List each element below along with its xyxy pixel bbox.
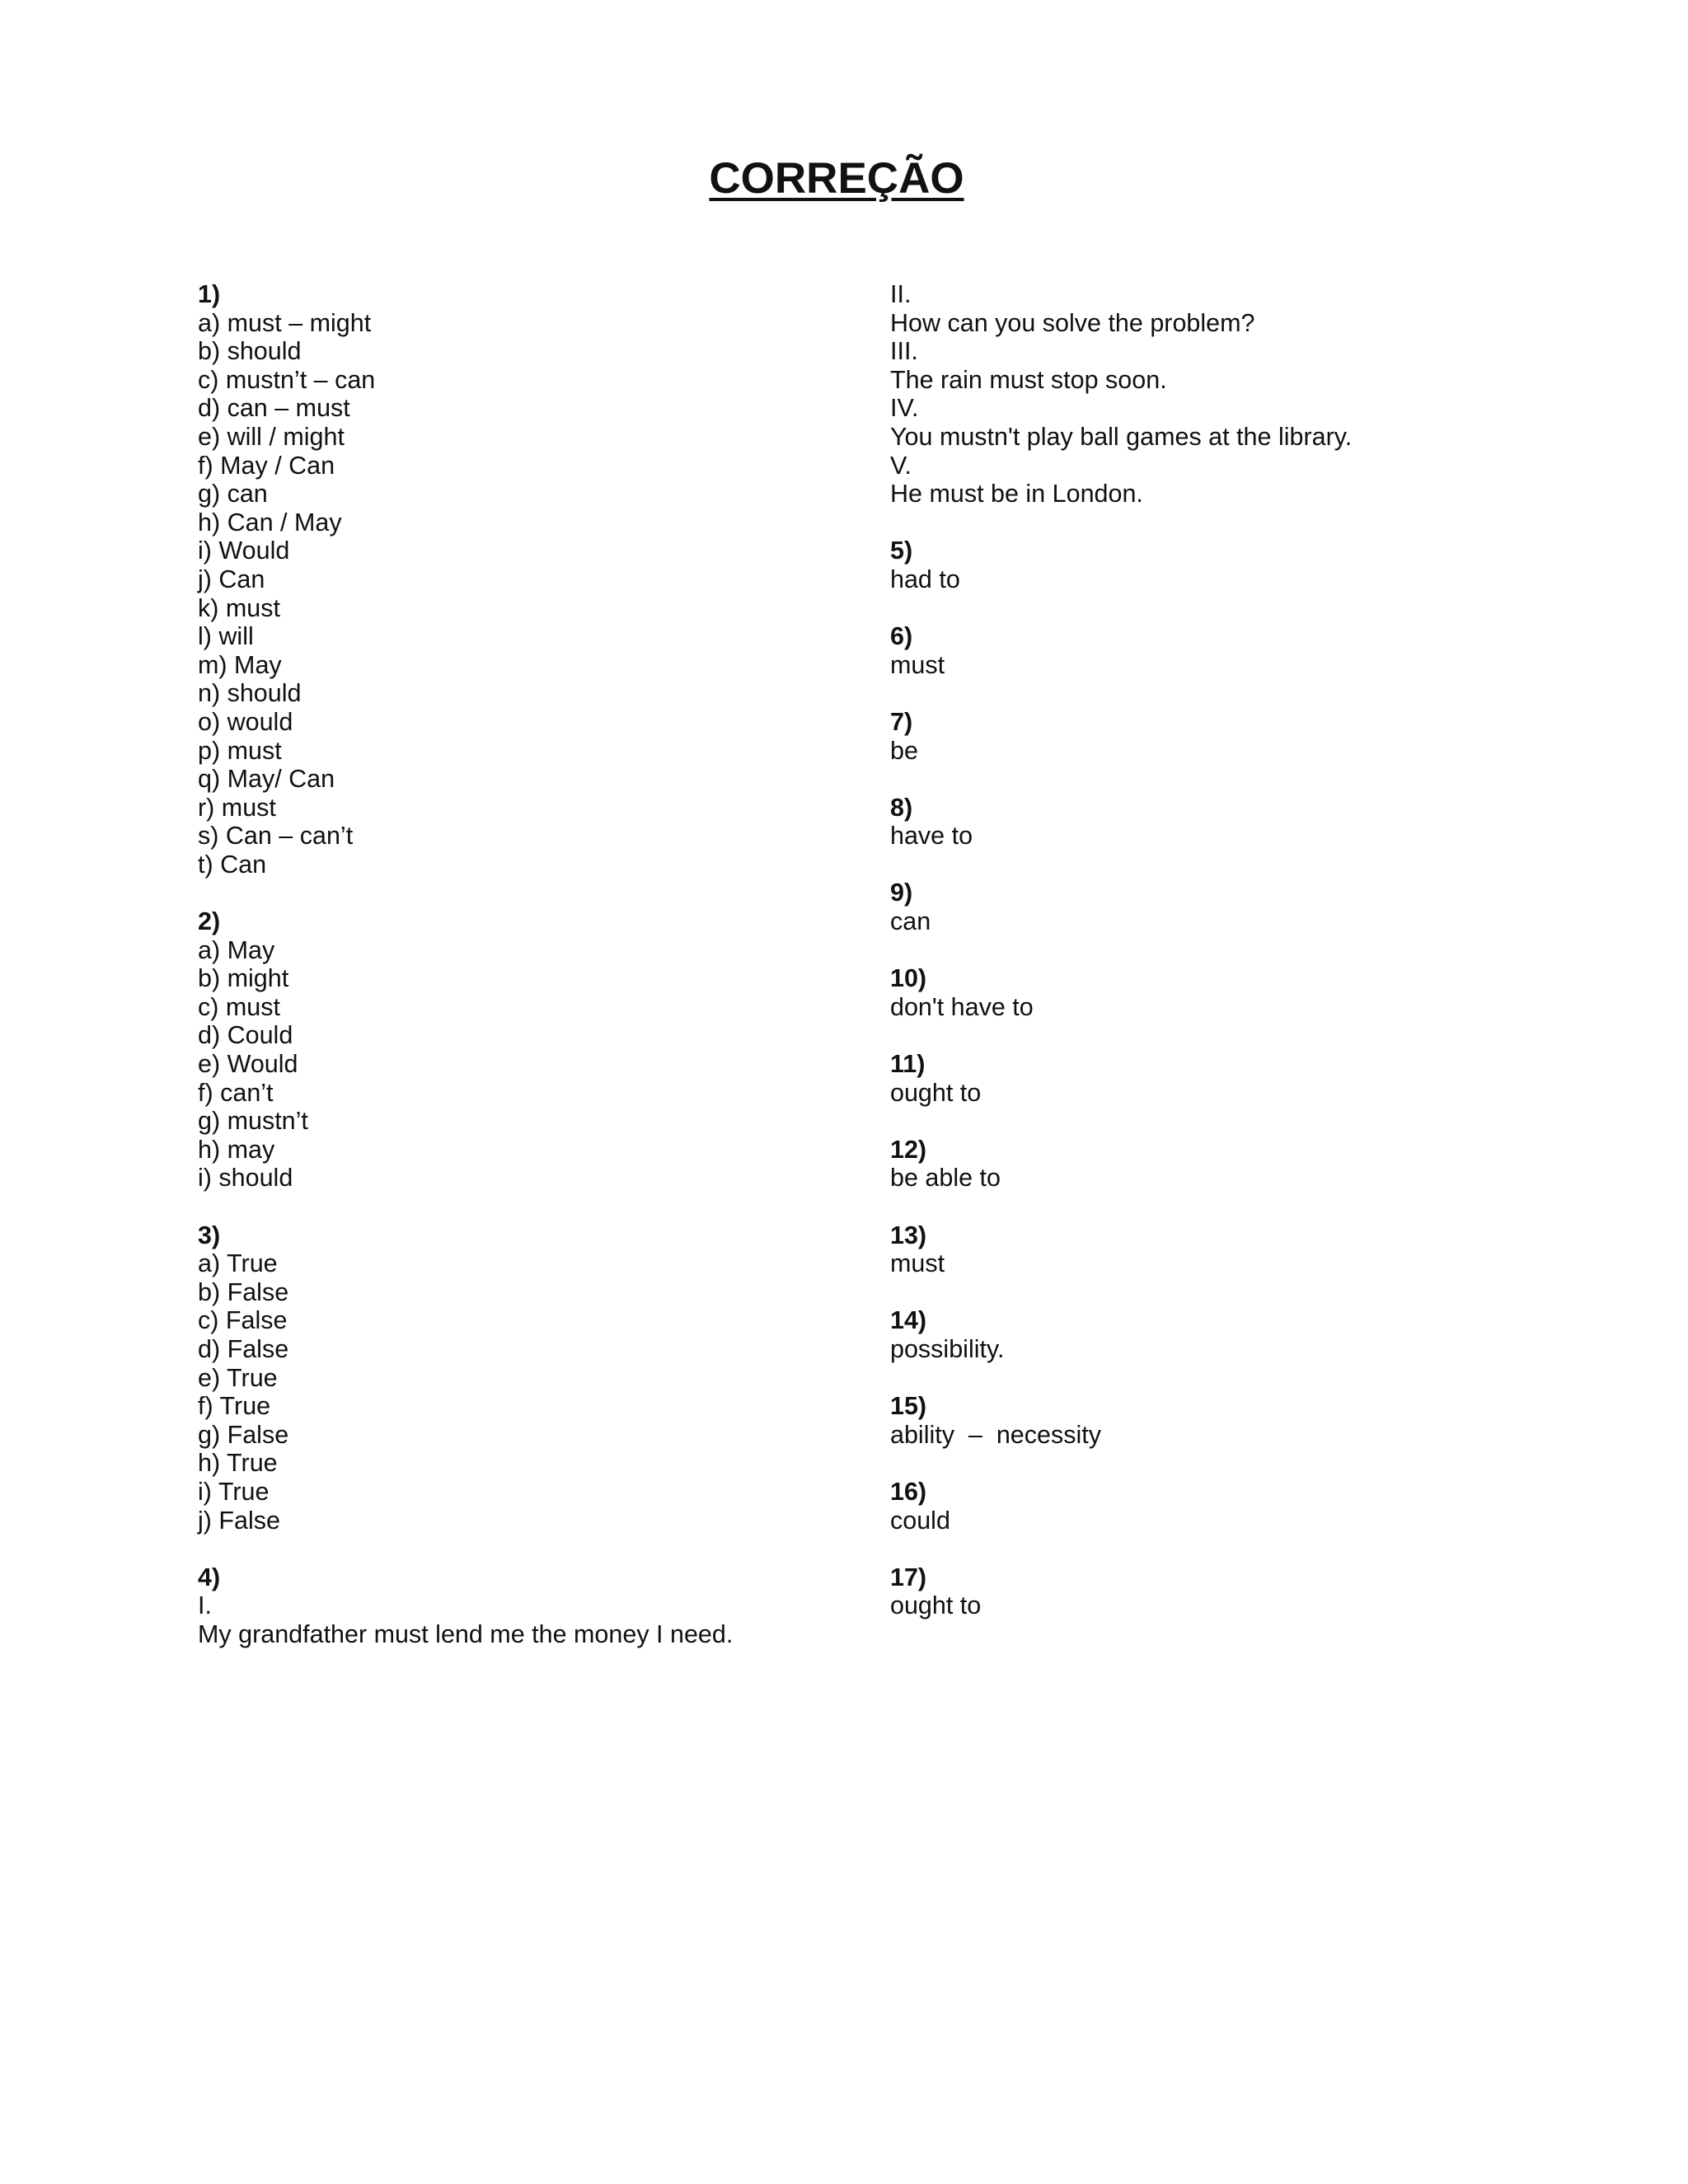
answer-section [890, 1478, 1632, 1535]
answer-line: You mustn't play ball games at the library. [890, 422, 1353, 451]
answer-line: h) may [198, 1135, 275, 1164]
section-spacer [890, 509, 1632, 537]
answer-line: ought to [890, 1078, 982, 1107]
answer-line: m) May [198, 650, 282, 679]
answer-line: b) False [198, 1277, 289, 1306]
exercise-number: 4) [198, 1563, 221, 1591]
exercise-number: 11) [890, 1050, 926, 1079]
answer-line: i) Would [198, 537, 290, 565]
answer-line: e) True [198, 1363, 278, 1392]
section-spacer [890, 679, 1632, 708]
answer-line: had to [890, 565, 960, 593]
answer-line: be able to [890, 1164, 1001, 1193]
section-spacer [890, 765, 1632, 794]
answer-line: j) False [198, 1506, 280, 1535]
answer-line: g) mustn’t [198, 1107, 308, 1136]
exercise-number: 7) [890, 707, 913, 736]
answer-section [198, 907, 940, 1193]
exercise-number: 10) [890, 964, 927, 993]
answer-section [198, 280, 940, 879]
answer-line: i) True [198, 1477, 270, 1506]
exercise-number: 13) [890, 1221, 927, 1249]
exercise-number: 15) [890, 1392, 927, 1421]
answer-line: a) May [198, 935, 275, 964]
answer-section [890, 964, 1632, 1021]
answer-section [890, 622, 1632, 679]
exercise-number: 14) [890, 1306, 927, 1335]
answer-line: III. [890, 337, 918, 366]
answer-line: a) must – might [198, 308, 372, 337]
answer-line: h) True [198, 1449, 278, 1478]
answer-line: e) will / might [198, 422, 345, 451]
section-spacer [890, 936, 1632, 965]
section-spacer [890, 851, 1632, 879]
answer-line: d) can – must [198, 394, 350, 423]
answer-line: I. [198, 1591, 212, 1620]
section-spacer [890, 1278, 1632, 1307]
answer-line: j) Can [198, 565, 265, 593]
section-spacer [890, 1449, 1632, 1478]
answer-line: possibility. [890, 1334, 1005, 1363]
answer-line: d) False [198, 1334, 289, 1363]
answer-line: b) might [198, 964, 289, 993]
answer-section [890, 537, 1632, 593]
exercise-number: 17) [890, 1563, 927, 1591]
answer-section [890, 1221, 1632, 1278]
answer-line: g) False [198, 1420, 289, 1449]
answer-line: q) May/ Can [198, 765, 335, 794]
exercise-number: 6) [890, 622, 913, 651]
answer-line: b) should [198, 337, 302, 366]
answer-line: k) must [198, 593, 280, 622]
answer-section [890, 1563, 1632, 1620]
answer-line: o) would [198, 707, 293, 736]
answer-line: c) False [198, 1306, 288, 1335]
answer-line: s) Can – can’t [198, 822, 354, 851]
exercise-number: 2) [198, 907, 221, 936]
answer-section [890, 280, 1632, 509]
right-answer-column [890, 280, 1632, 1620]
answer-line: II. [890, 280, 912, 308]
exercise-number: 5) [890, 537, 913, 565]
section-spacer [890, 1364, 1632, 1393]
section-spacer [890, 1193, 1632, 1221]
section-spacer [890, 1021, 1632, 1050]
page-title: CORREÇÃO [709, 154, 964, 203]
answer-line: IV. [890, 394, 919, 423]
answer-line: have to [890, 822, 973, 851]
answer-line: l) will [198, 622, 254, 651]
answer-line: i) should [198, 1164, 293, 1193]
answer-line: f) May / Can [198, 451, 335, 480]
section-spacer [890, 1535, 1632, 1563]
section-spacer [890, 1107, 1632, 1136]
answer-section [890, 1050, 1632, 1107]
answer-line: p) must [198, 736, 282, 765]
section-spacer [890, 594, 1632, 623]
answer-section [890, 879, 1632, 935]
answer-line: don't have to [890, 992, 1034, 1021]
answer-line: d) Could [198, 1021, 293, 1050]
answer-line: f) can’t [198, 1078, 274, 1107]
exercise-number: 12) [890, 1135, 927, 1164]
answer-section [890, 1136, 1632, 1193]
answer-line: My grandfather must lend me the money I need. [198, 1619, 734, 1648]
answer-section [890, 1392, 1632, 1449]
answer-line: must [890, 1249, 945, 1278]
answer-line: f) True [198, 1392, 271, 1421]
answer-line: c) must [198, 992, 280, 1021]
answer-line: The rain must stop soon. [890, 365, 1167, 394]
exercise-number: 3) [198, 1221, 221, 1249]
answer-line: ability – necessity [890, 1420, 1101, 1449]
answer-line: He must be in London. [890, 480, 1143, 509]
answer-line: could [890, 1506, 950, 1535]
answer-line: V. [890, 451, 912, 480]
answer-line: must [890, 650, 945, 679]
exercise-number: 8) [890, 793, 913, 822]
answer-line: be [890, 736, 918, 765]
answer-line: e) Would [198, 1050, 298, 1079]
exercise-number: 16) [890, 1477, 927, 1506]
answer-section [198, 1563, 940, 1649]
answer-line: ought to [890, 1591, 982, 1620]
answer-line: c) mustn’t – can [198, 365, 376, 394]
answer-line: r) must [198, 793, 276, 822]
answer-line: How can you solve the problem? [890, 308, 1255, 337]
answer-line: a) True [198, 1249, 278, 1278]
section-spacer [198, 1193, 940, 1221]
answer-line: t) Can [198, 850, 267, 879]
answer-section [890, 1306, 1632, 1363]
answer-line: n) should [198, 679, 302, 708]
answer-line: can [890, 907, 931, 936]
answer-section [890, 708, 1632, 765]
exercise-number: 1) [198, 280, 221, 308]
exercise-number: 9) [890, 879, 913, 907]
answer-line: h) Can / May [198, 508, 342, 537]
section-spacer [198, 1535, 940, 1563]
answer-section [198, 1221, 940, 1535]
section-spacer [198, 879, 940, 907]
answer-section [890, 794, 1632, 851]
left-answer-column [198, 280, 940, 1649]
answer-line: g) can [198, 480, 268, 509]
